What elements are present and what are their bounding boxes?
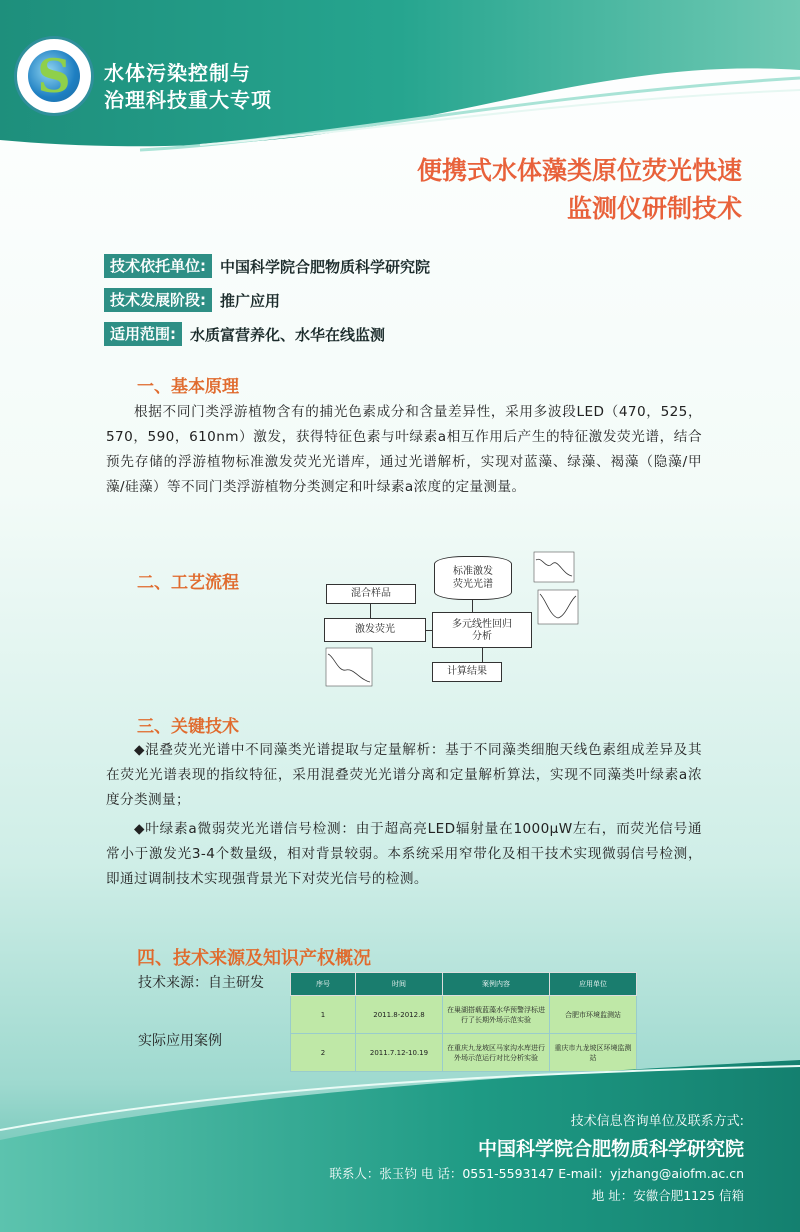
table-cell: 合肥市环境监测站 <box>550 996 637 1034</box>
flow-mix-sample: 混合样品 <box>326 584 416 604</box>
key-tech-paragraph-1: ◆混叠荧光光谱中不同藻类光谱提取与定量解析：基于不同藻类细胞天线色素组成差异及其在荧光光谱表现的指纹特征，采用混叠荧光光谱分离和定量解析算法，实现不同藻类叶绿素a浓度分类测量； <box>106 742 702 808</box>
principle-paragraph: 根据不同门类浮游植物含有的捕光色素成分和含量差异性，采用多波段LED（470，525，570，590，610nm）激发，获得特征色素与叶绿素a相互作用后产生的特征激发荧光谱，结合预先存储的浮游植物标准激发荧光光谱库，通过光谱解析，实现对蓝藻、绿藻、褐藻（隐藻/甲藻/硅藻）等不同门类浮游植物分类测定和叶绿素a浓度的定量测量。 <box>106 404 702 495</box>
contact-person-line: 联系人：张玉钧 电 话：0551-5593147 E-mail：yjzhang@aiofm.ac.cn <box>329 1166 744 1181</box>
cases-label: 实际应用案例 <box>138 1033 222 1049</box>
table-header-row <box>291 973 637 996</box>
page-title-line2: 监测仪研制技术 <box>566 194 742 223</box>
table-cell: 在巢湖搭载蓝藻水华预警浮标进行了长期外场示范实验 <box>443 996 550 1034</box>
table-cell: 重庆市九龙坡区环境监测站 <box>550 1034 637 1072</box>
flow-regress-l2: 分析 <box>472 631 492 642</box>
info-row-stage <box>104 288 280 312</box>
section-title-principle: 一、基本原理 <box>137 377 239 397</box>
flow-excite: 激发荧光 <box>324 618 426 642</box>
info-value: 水质富营养化、水华在线监测 <box>190 325 386 344</box>
principle-text <box>106 400 702 500</box>
flow-result: 计算结果 <box>432 662 502 682</box>
page-title <box>417 152 742 228</box>
table-cell: 2011.8-2012.8 <box>356 996 443 1034</box>
key-tech-text <box>106 738 702 892</box>
logo-s-icon: S <box>37 49 71 103</box>
section-title-source: 四、技术来源及知识产权概况 <box>137 948 371 969</box>
info-value: 推广应用 <box>220 291 281 310</box>
table-cell: 2 <box>291 1034 356 1072</box>
table-row <box>291 996 637 1034</box>
info-label: 技术依托单位: <box>104 254 212 278</box>
info-row-scope <box>104 322 385 346</box>
contact-org: 中国科学院合肥物质科学研究院 <box>477 1138 744 1160</box>
info-label: 技术发展阶段: <box>104 288 212 312</box>
program-title-line1: 水体污染控制与 <box>104 61 251 85</box>
info-label: 适用范围: <box>104 322 182 346</box>
flow-arrow <box>472 600 473 612</box>
flow-library-l1: 标准激发 <box>453 566 493 577</box>
flow-standard-library <box>434 556 512 600</box>
cases-table <box>290 972 637 1072</box>
table-cell: 1 <box>291 996 356 1034</box>
program-title <box>104 60 272 114</box>
contact-address-line: 地 址：安徽合肥1125 信箱 <box>591 1188 744 1203</box>
col-header-content: 案例内容 <box>443 973 550 996</box>
process-flow-diagram <box>320 550 580 690</box>
contact-heading: 技术信息咨询单位及联系方式: <box>570 1114 744 1129</box>
flow-arrow <box>370 604 371 618</box>
key-tech-paragraph-2: ◆叶绿素a微弱荧光光谱信号检测：由于超高亮LED辐射量在1000μW左右，而荧光信号通常小于激发光3-4个数量级，相对背景较弱。本系统采用窄带化及相干技术实现微弱信号检测，即通过调制技术实现强背景光下对荧光信号的检测。 <box>106 821 702 887</box>
section-title-key-tech: 三、关键技术 <box>137 717 239 737</box>
program-title-line2: 治理科技重大专项 <box>104 88 272 112</box>
flow-spectra-icon <box>532 550 580 650</box>
col-header-index: 序号 <box>291 973 356 996</box>
info-row-unit <box>104 254 430 278</box>
tech-source-label: 技术来源：自主研发 <box>138 975 264 991</box>
flow-regression <box>432 612 532 648</box>
info-value: 中国科学院合肥物质科学研究院 <box>220 257 431 276</box>
flow-regress-l1: 多元线性回归 <box>452 619 512 630</box>
col-header-unit: 应用单位 <box>550 973 637 996</box>
flow-arrow <box>482 648 483 662</box>
col-header-time: 时间 <box>356 973 443 996</box>
table-cell: 2011.7.12-10.19 <box>356 1034 443 1072</box>
page-title-line1: 便携式水体藻类原位荧光快速 <box>416 156 742 185</box>
section-title-process: 二、工艺流程 <box>137 573 239 593</box>
flow-excite-spectrum-icon <box>324 646 374 688</box>
table-cell: 在重庆九龙坡区马家沟水库进行外场示范运行对比分析实验 <box>443 1034 550 1072</box>
flow-arrow <box>426 630 432 631</box>
flow-library-l2: 荧光光谱 <box>453 579 493 590</box>
